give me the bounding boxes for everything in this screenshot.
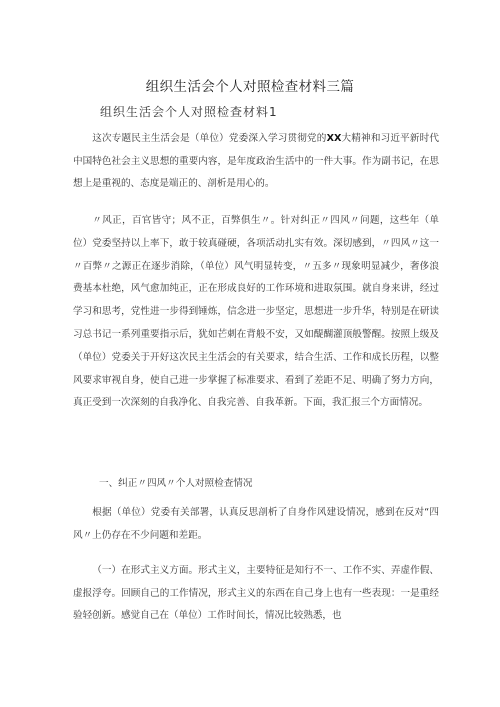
paragraph-four-winds-text: 〃风正，百官皆守；风不正，百弊俱生〃。针对纠正〃四风〃问题，这些年（单位）党委坚持以上率下，敢于较真碰硬，各项活动扎实有效。深切感到，〃四风〃这一〃百弊〃之源正在逐步消除，（单位）风气明显转变，〃五多〃现象明显减少，奢侈浪费基本杜绝，风气愈加纯正，正在形成良好的工作环境和进取氛围。就自身来讲，经过学习和思考，党性进一步得到锤炼，信念进一步坚定，思想进一步升华，特别是在研读习总书记一系列重要指示后，犹如芒刺在背般不安，又如醍醐灌顶般警醒。按照上级及（单位）党委关于开好这次民主生活会的有关要求，结合生活、工作和成长历程，以整风要求审视自身，使自己进一步掌握了标准要求、看到了差距不足、明确了努力方向，真正受到一次深刻的自我净化、自我完善、自我革新。下面，我汇报三个方面情况。 (73, 215, 439, 409)
paragraph-intro-text (73, 128, 439, 196)
paragraph-intro (73, 128, 439, 196)
paragraph-intro-post: 大精神和习近平新时代中国特色社会主义思想的重要内容，是年度政治生活中的一件大事。作为副书记，在思想上是重视的、态度是端正的、剖析是用心的。 (73, 133, 440, 189)
paragraph-four-winds (73, 210, 439, 415)
paragraph-formalism-text: （一）在形式主义方面。形式主义，主要特征是知行不一、工作不实、弄虚作假、虚报浮夸。回顾自己的工作情况，形式主义的东西在自己身上也有一些表现：一是重经验轻创新。感觉自己在（单位）工作时间长，情况比较熟悉，也 (73, 565, 439, 621)
congress-number: XX (326, 133, 342, 144)
paragraph-intro-pre: 这次专题民主生活会是（单位）党委深入学习贯彻党的 (92, 133, 327, 144)
section-heading-1: 一、纠正〃四风〃个人对照检查情况 (99, 478, 253, 489)
section-subtitle: 组织生活会个人对照检查材料1 (100, 105, 278, 119)
document-title: 组织生活会个人对照检查材料三篇 (145, 79, 355, 95)
paragraph-review-text: 根据（单位）党委有关部署，认真反思剖析了自身作风建设情况，感到在反对“四风〃上仍存在不少问题和差距。 (73, 507, 439, 541)
paragraph-formalism (73, 560, 439, 628)
paragraph-review (73, 502, 439, 547)
